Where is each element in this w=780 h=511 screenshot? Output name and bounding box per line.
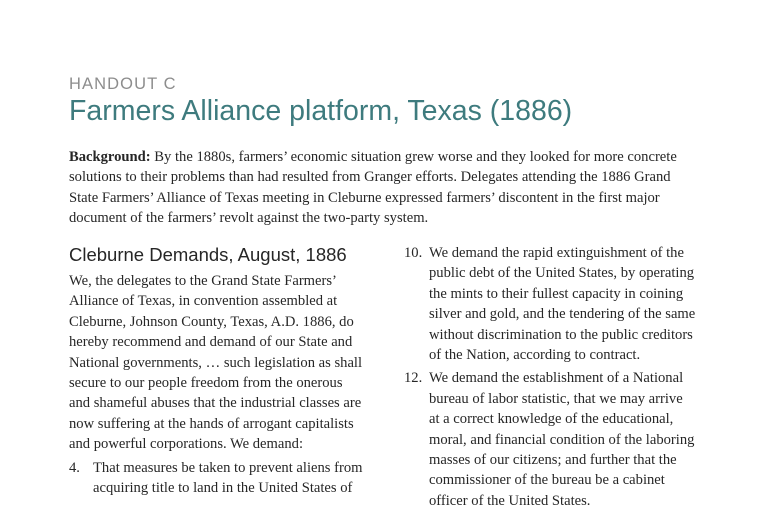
right-column	[404, 243, 734, 511]
item-line: public debt of the United States, by operating	[429, 265, 695, 282]
demand-item	[404, 243, 734, 365]
item-line: bureau of labor statistic, that we may arrive	[429, 390, 683, 407]
item-line: That measures be taken to prevent aliens from	[93, 459, 363, 476]
item-number: 12.	[404, 370, 423, 387]
background-line: document of the farmers’ revolt against the two-party system.	[69, 209, 429, 226]
section-heading: Cleburne Demands, August, 1886	[69, 244, 347, 265]
demand-item	[69, 458, 389, 499]
left-column	[69, 271, 389, 498]
item-line: at a correct knowledge of the educational,	[429, 411, 674, 428]
background-line: State Farmers’ Alliance of Texas meeting in Cleburne expressed farmers’ discontent in the first major	[69, 189, 660, 206]
item-line: without discrimination to the public creditors	[429, 326, 693, 343]
demand-item	[404, 368, 734, 511]
page-title: Farmers Alliance platform, Texas (1886)	[69, 95, 573, 127]
item-line: We demand the rapid extinguishment of the	[429, 245, 684, 261]
intro-line: secure to our people freedom from the onerous	[69, 374, 343, 391]
intro-line: Cleburne, Johnson County, Texas, A.D. 1886, do	[69, 313, 354, 330]
intro-line: hereby recommend and demand of our State and	[69, 334, 353, 351]
intro-line: now suffering at the hands of arrogant capitalists	[69, 415, 354, 432]
intro-line: and shameful abuses that the industrial classes are	[69, 395, 362, 412]
background-line: solutions to their problems than had resulted from Granger efforts. Delegates attending the 1886 Grand	[69, 169, 671, 186]
item-line: of the Nation, according to contract.	[429, 346, 641, 363]
item-line: commissioner of the bureau be a cabinet	[429, 472, 665, 489]
item-line: We demand the establishment of a National	[429, 370, 684, 387]
intro-paragraph	[69, 271, 389, 455]
intro-line: National governments, … such legislation as shall	[69, 354, 363, 371]
item-line: officer of the United States.	[429, 492, 591, 509]
intro-line: and powerful corporations. We demand:	[69, 436, 304, 453]
item-line: silver and gold, and the tendering of the same	[429, 306, 696, 323]
item-line: masses of our citizens; and further that the	[429, 451, 677, 468]
item-line: moral, and financial condition of the laboring	[429, 431, 695, 448]
background-paragraph	[69, 147, 724, 228]
item-number: 4.	[69, 459, 80, 476]
background-label: Background:	[69, 149, 151, 165]
item-line: acquiring title to land in the United States of	[93, 479, 353, 496]
item-line: the mints to their fullest capacity in coining	[429, 285, 684, 302]
background-line	[69, 147, 724, 167]
handout-label: HANDOUT C	[69, 75, 177, 93]
background-text: By the 1880s, farmers’ economic situation grew worse and they looked for more concrete	[150, 149, 677, 165]
intro-line: Alliance of Texas, in convention assembled at	[69, 293, 338, 310]
item-number: 10.	[404, 245, 423, 261]
intro-line: We, the delegates to the Grand State Farmers’	[69, 273, 337, 289]
